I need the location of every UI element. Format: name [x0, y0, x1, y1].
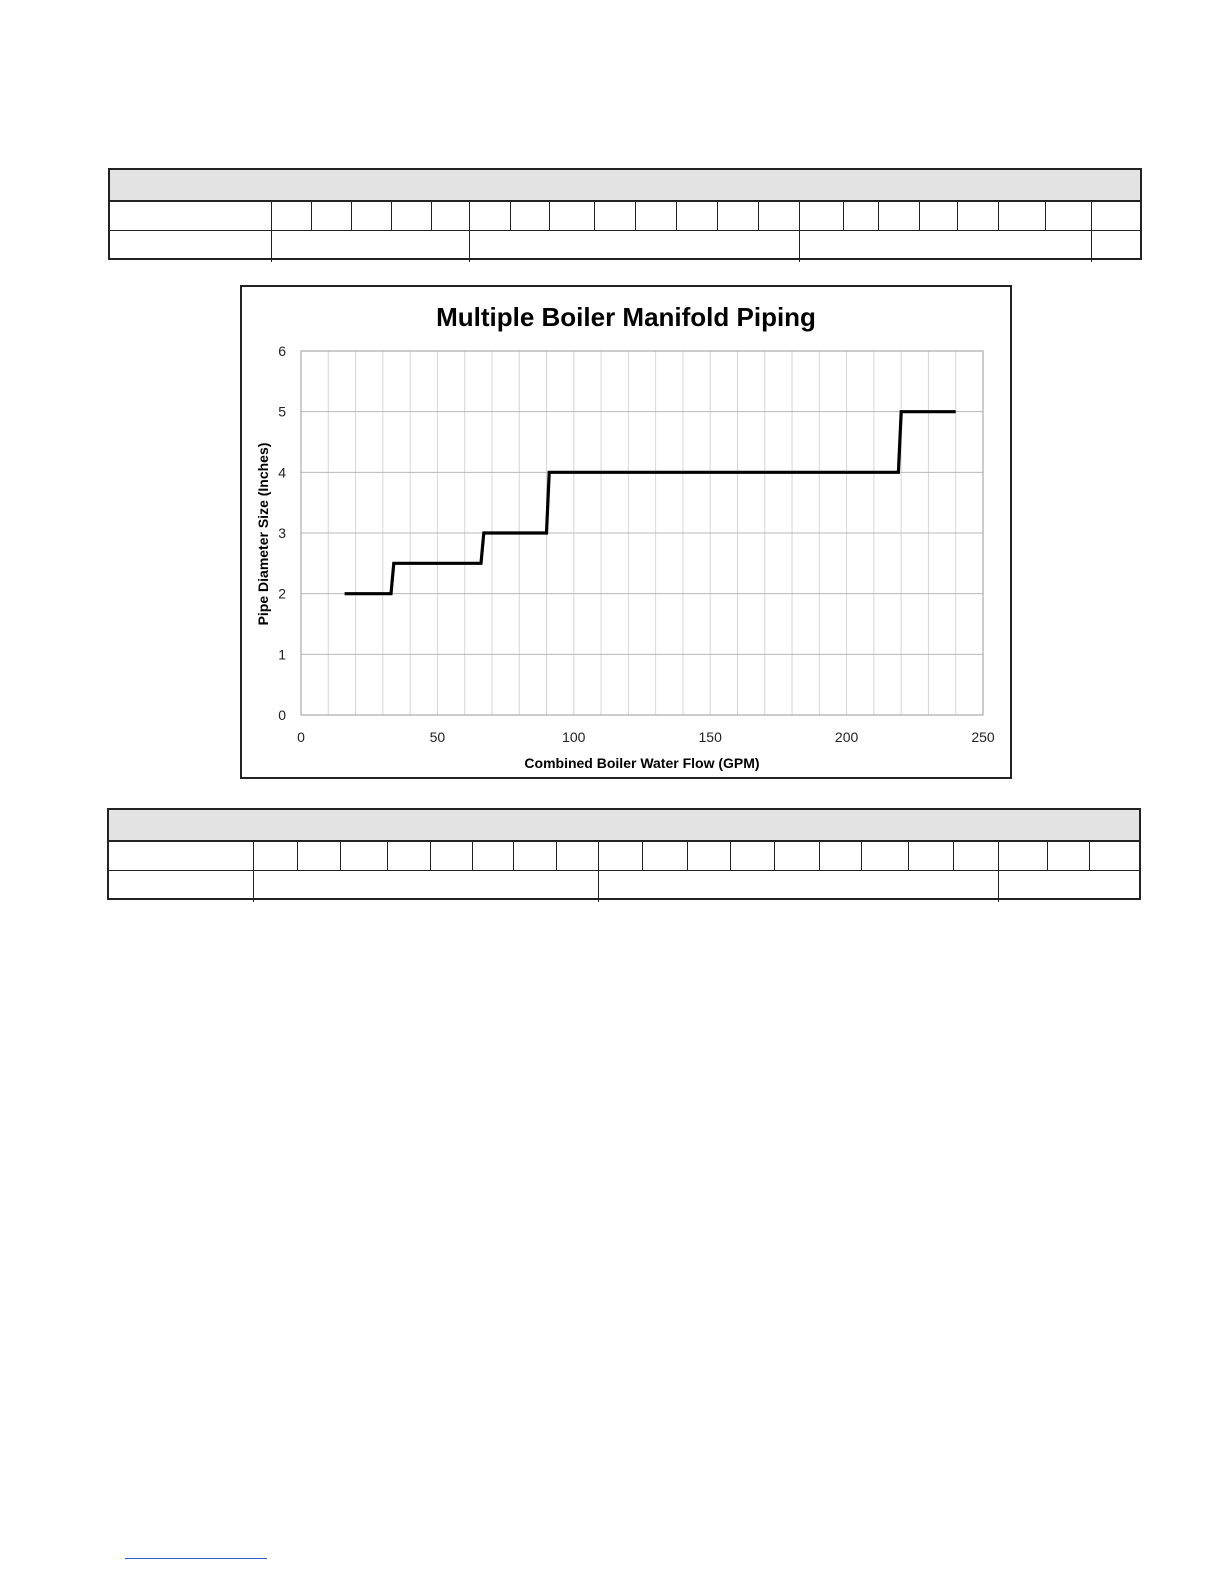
table-cell-divider: [758, 200, 759, 230]
table-cell-divider: [513, 840, 514, 870]
table-cell-divider: [1045, 200, 1046, 230]
table-cell-divider: [598, 870, 599, 902]
table-cell-divider: [676, 200, 677, 230]
table-cell-divider: [819, 840, 820, 870]
table-cell-divider: [878, 200, 879, 230]
table-row-divider: [110, 200, 1140, 201]
x-tick-label: 100: [562, 729, 586, 745]
table-cell-divider: [1089, 840, 1090, 870]
y-tick-label: 2: [278, 585, 286, 602]
table-cell-divider: [843, 200, 844, 230]
spec-table-bottom: [107, 808, 1141, 900]
x-tick-label: 250: [971, 729, 995, 745]
table-cell-divider: [271, 200, 272, 230]
table-cell-divider: [598, 840, 599, 870]
x-tick-label: 50: [429, 729, 446, 745]
x-tick-label: 200: [834, 729, 859, 745]
table-cell-divider: [387, 840, 388, 870]
table-cell-divider: [391, 200, 392, 230]
y-tick-labels: [278, 343, 286, 723]
series-line: [345, 412, 956, 594]
x-tick-label: 0: [297, 729, 305, 745]
table-row-divider: [109, 870, 1139, 871]
table-cell-divider: [253, 840, 254, 870]
table-cell-divider: [1091, 200, 1092, 230]
table-cell-divider: [469, 230, 470, 262]
table-cell-divider: [594, 200, 595, 230]
table-cell-divider: [998, 200, 999, 230]
table-cell-divider: [635, 200, 636, 230]
table-cell-divider: [908, 840, 909, 870]
major-gridlines: [301, 351, 983, 715]
table-cell-divider: [642, 840, 643, 870]
spec-table-top: [108, 168, 1142, 260]
table-row-divider: [110, 230, 1140, 231]
table-cell-divider: [431, 200, 432, 230]
table-cell-divider: [799, 230, 800, 262]
table-cell-divider: [1091, 230, 1092, 262]
chart: [242, 287, 1014, 781]
table-cell-divider: [717, 200, 718, 230]
chart-title: Multiple Boiler Manifold Piping: [436, 302, 816, 332]
table-cell-divider: [998, 840, 999, 870]
spec-table-header: [109, 810, 1139, 842]
x-axis-label: Combined Boiler Water Flow (GPM): [524, 755, 760, 771]
y-tick-label: 6: [278, 343, 286, 359]
table-cell-divider: [430, 840, 431, 870]
table-cell-divider: [998, 870, 999, 902]
y-tick-label: 4: [278, 464, 286, 481]
y-tick-label: 0: [278, 707, 286, 723]
y-tick-label: 1: [278, 646, 286, 663]
table-cell-divider: [799, 200, 800, 230]
table-row-divider: [109, 840, 1139, 841]
y-tick-label: 3: [278, 525, 286, 541]
table-cell-divider: [1047, 840, 1048, 870]
x-tick-label: 150: [698, 729, 722, 745]
table-cell-divider: [549, 200, 550, 230]
footer-rule: [125, 1558, 267, 1559]
table-cell-divider: [340, 840, 341, 870]
y-tick-label: 5: [278, 403, 286, 420]
table-cell-divider: [556, 840, 557, 870]
table-cell-divider: [271, 230, 272, 262]
table-cell-divider: [351, 200, 352, 230]
spec-table-header: [110, 170, 1140, 202]
chart-frame: [240, 285, 1012, 779]
table-cell-divider: [730, 840, 731, 870]
table-cell-divider: [919, 200, 920, 230]
table-cell-divider: [687, 840, 688, 870]
table-cell-divider: [953, 840, 954, 870]
table-cell-divider: [297, 840, 298, 870]
table-cell-divider: [774, 840, 775, 870]
table-cell-divider: [510, 200, 511, 230]
table-cell-divider: [957, 200, 958, 230]
table-cell-divider: [861, 840, 862, 870]
table-cell-divider: [311, 200, 312, 230]
y-axis-label: Pipe Diameter Size (Inches): [255, 442, 271, 626]
table-cell-divider: [469, 200, 470, 230]
x-tick-labels: [297, 729, 995, 745]
table-cell-divider: [472, 840, 473, 870]
table-cell-divider: [253, 870, 254, 902]
